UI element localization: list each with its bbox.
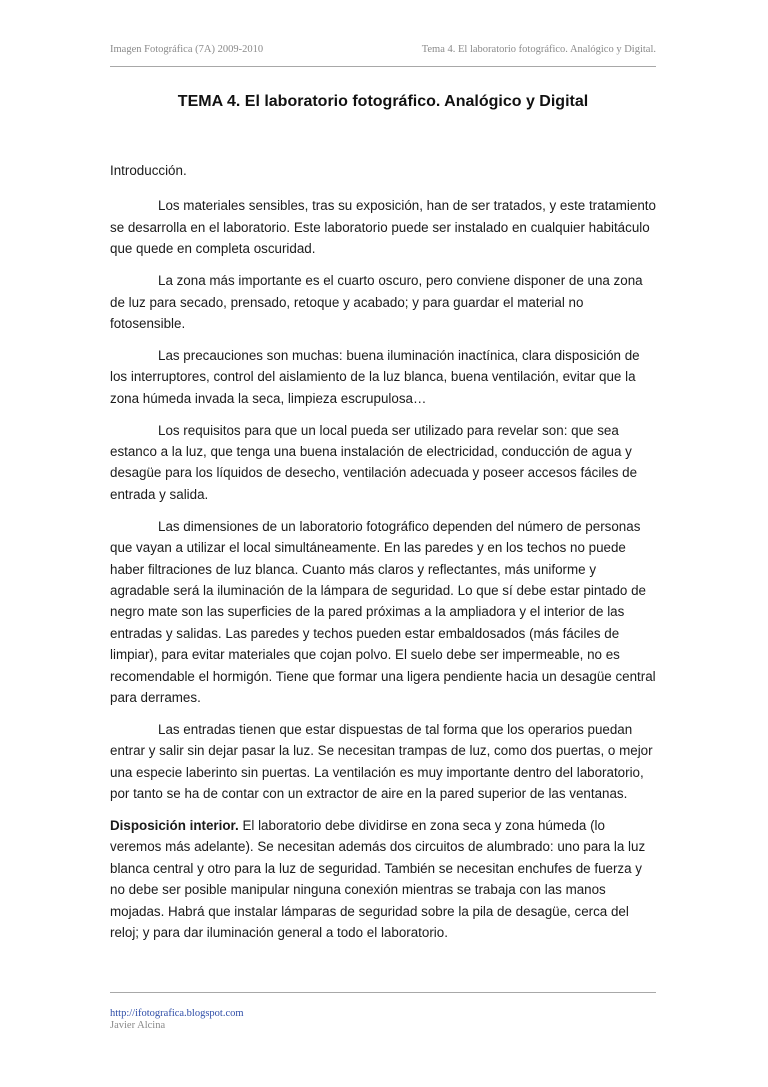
footer-divider [110,992,656,993]
header-topic: Tema 4. El laboratorio fotográfico. Analógico y Digital. [421,44,656,55]
header-course: Imagen Fotográfica (7A) 2009-2010 [110,44,264,55]
body-paragraph: Las entradas tienen que estar dispuestas de tal forma que los operarios puedan entrar y salir sin dejar pasar la luz. Se necesitan trampas de luz, como dos puertas, o mejor una especie laberinto sin puertas. La ventilación es muy importante dentro del laboratorio, por tanto se ha de contar con un extractor de aire en la pared superior de las ventanas. [110,721,653,802]
disposicion-paragraph [110,815,658,943]
page-header [110,44,656,67]
page-footer [110,1008,244,1032]
author-name: Javier Alcina [110,1020,166,1031]
document-title: TEMA 4. El laboratorio fotográfico. Analógico y Digital [177,93,589,110]
intro-heading: Introducción. [110,163,187,178]
document-body [110,160,658,954]
body-paragraph: Las precauciones son muchas: buena iluminación inactínica, clara disposición de los interruptores, control del aislamiento de la luz blanca, buena ventilación, evitar que la zona húmeda invada la seca, limpieza escrupulosa… [110,347,640,406]
disposicion-label: Disposición interior. [110,817,239,833]
body-paragraph: Las dimensiones de un laboratorio fotográfico dependen del número de personas que vayan a utilizar el local simultáneamente. En las paredes y en los techos no puede haber filtraciones de luz blanca. Cuanto más claros y reflectantes, más uniforme y agradable será la iluminación de la lámpara de seguridad. Lo que sí debe estar pintado de negro mate son las superficies de la pared próximas a la ampliadora y el interior de las entradas y salidas. Las paredes y techos pueden estar embaldosados (más fáciles de limpiar), para evitar materiales que cojan polvo. El suelo debe ser impermeable, no es recomendable el hormigón. Tiene que formar una ligera pendiente hacia un desagüe central para derrames. [110,518,656,705]
body-paragraph: Los materiales sensibles, tras su exposición, han de ser tratados, y este tratamiento se desarrolla en el laboratorio. Este laboratorio puede ser instalado en cualquier habitáculo que quede en completa oscuridad. [110,198,656,257]
body-paragraph: La zona más importante es el cuarto oscuro, pero conviene disponer de una zona de luz para secado, prensado, retoque y acabado; y para guardar el material no fotosensible. [110,273,643,331]
body-paragraph: Los requisitos para que un local pueda ser utilizado para revelar son: que sea estanco a la luz, que tenga una buena instalación de electricidad, conducción de agua y desagüe para los líquidos de desecho, ventilación adecuada y poseer accesos fáciles de entrada y salida. [110,422,638,502]
blog-link[interactable]: http://ifotografica.blogspot.com [110,1008,244,1019]
disposicion-text: El laboratorio debe dividirse en zona seca y zona húmeda (lo veremos más adelante). Se necesitan además dos circuitos de alumbrado: uno para la luz blanca central y otro para la luz de seguridad. También se necesitan enchufes de fuerza y no debe ser posible manipular ninguna conexión mientras se trabaja con las manos mojadas. Habrá que instalar lámparas de seguridad sobre la pila de desagüe, cerca del reloj; y para dar iluminación general a todo el laboratorio. [110,817,646,940]
